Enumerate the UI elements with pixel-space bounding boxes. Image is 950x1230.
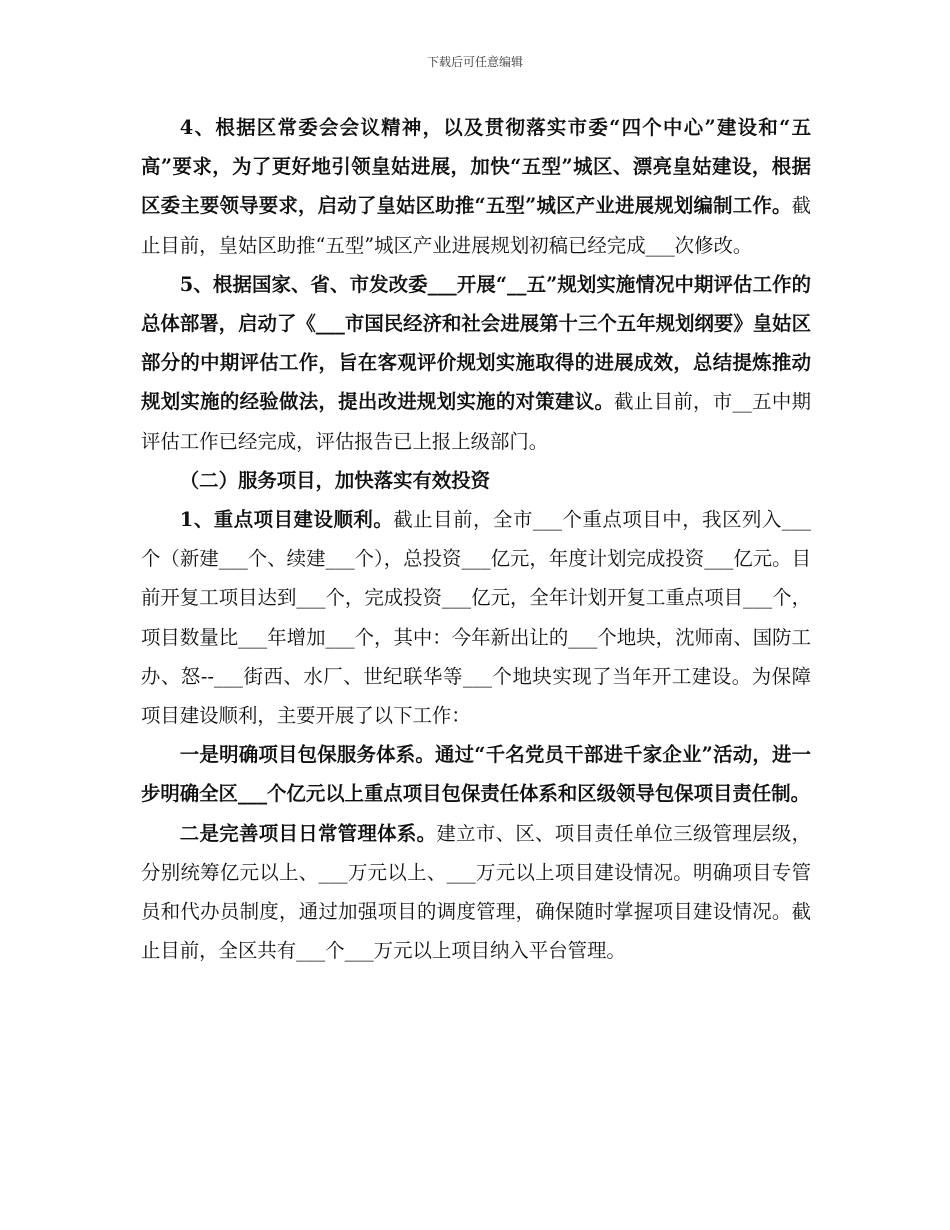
paragraph-bold-text: 一是明确项目包保服务体系。通过“千名党员干部进千家企业”活动，进一步明确全区___个亿元以上重点项目包保责任体系和区级领导包保项目责任制。 (141, 743, 811, 806)
paragraph-bold-text: 5、根据国家、省、市发改委___开展“__五”规划实施情况中期评估工作的总体部署，启动了《___市国民经济和社会进展第十三个五年规划纲要》皇姑区部分的中期评估工作，旨在客观评价规划实施取得的进展成效，总结提炼推动规划实施的经验做法，提出改进规划实施的对策建议。 (141, 272, 811, 414)
paragraph-normal-text: 截止目前，皇姑区助推“五型”城区产业进展规划初稿已经完成___次修改。 (141, 194, 811, 257)
paragraph-bold-text: 4、根据区常委会会议精神，以及贯彻落实市委“四个中心”建设和“五高”要求，为了更好地引领皇姑进展，加快“五型”城区、漂亮皇姑建设，根据区委主要领导要求，启动了皇姑区助推“五型”城区产业进展规划编制工作。 (141, 116, 811, 218)
page-header: 下载后可任意编辑 (426, 55, 523, 69)
paragraph-management-system (141, 814, 811, 971)
section-heading (141, 461, 811, 500)
paragraph-normal-text: 截止目前，市__五中期评估工作已经完成，评估报告已上报上级部门。 (141, 390, 812, 453)
paragraph-normal-text: 建立市、区、项目责任单位三级管理层级，分别统筹亿元以上、___万元以上、___万元以上项目建设情况。明确项目专管员和代办员制度，通过加强项目的调度管理，确保随时掌握项目建设情况。截止目前，全区共有___个___万元以上项目纳入平台管理。 (141, 821, 812, 963)
paragraph-key-projects (141, 500, 811, 735)
section-heading-text: （二）服务项目，加快落实有效投资 (179, 468, 491, 492)
paragraph-bold-text: 1、重点项目建设顺利。 (179, 508, 394, 532)
paragraph-bold-text: 二是完善项目日常管理体系。 (179, 821, 437, 845)
paragraph-service-system (141, 735, 811, 813)
paragraph-normal-text: 截止目前，全市___个重点项目中，我区列入___个（新建___个、续建___个），总投资___亿元，年度计划完成投资___亿元。目前开复工项目达到___个，完成投资___亿元，全年计划开复工重点项目___个，项目数量比___年增加___个，其中：今年新出让的___个地块，沈师南、国防工办、怒--___街西、水厂、世纪联华等___个地块实现了当年开工建设。为保障项目建设顺利，主要开展了以下工作： (141, 508, 811, 728)
document-body (141, 108, 811, 970)
paragraph-item-5 (141, 265, 811, 461)
paragraph-item-4 (141, 108, 811, 265)
